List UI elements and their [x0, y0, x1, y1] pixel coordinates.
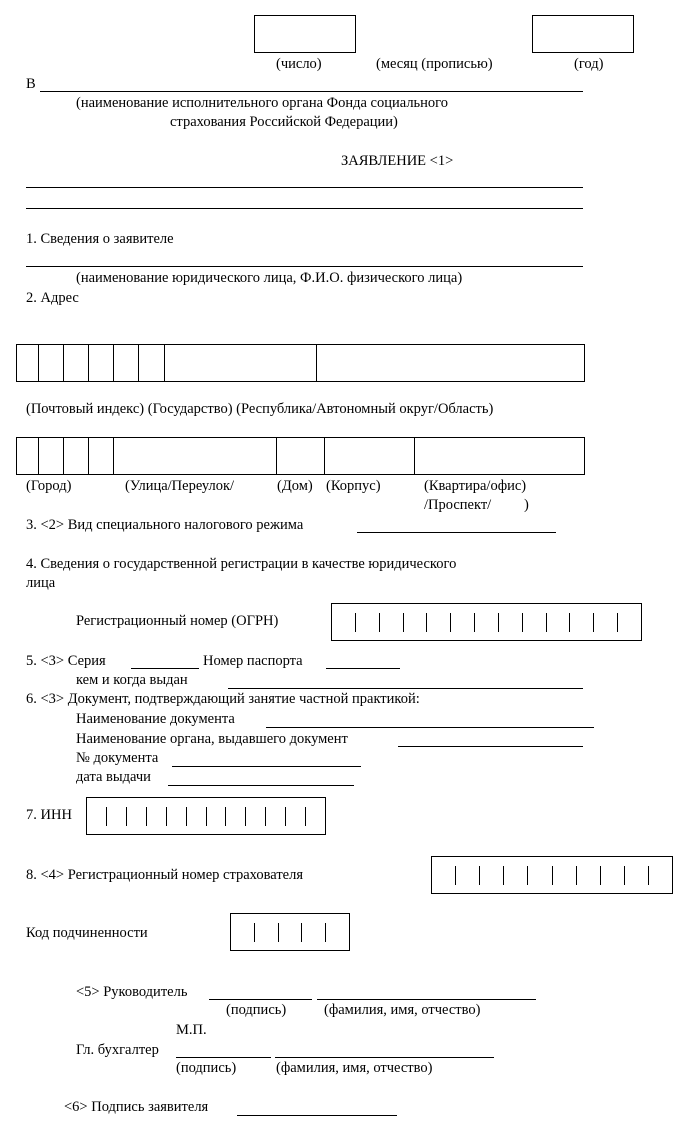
- ogrn-label: Регистрационный номер (ОГРН): [76, 613, 279, 629]
- subordination-label: Код подчиненности: [26, 925, 148, 941]
- address-grid-row2: [16, 437, 585, 475]
- postal-cell[interactable]: [17, 345, 39, 381]
- comb-separator-tick: [245, 807, 246, 826]
- comb-separator-tick: [285, 807, 286, 826]
- recipient-line[interactable]: [40, 91, 583, 92]
- comb-edge-tick: [230, 913, 231, 951]
- accountant-signature-line[interactable]: [176, 1057, 271, 1058]
- city-cell[interactable]: [17, 438, 39, 474]
- comb-top-rail: [331, 603, 642, 604]
- section7-label: 7. ИНН: [26, 807, 72, 823]
- comb-edge-tick: [672, 856, 673, 894]
- section4-label-1: 4. Сведения о государственной регистрации в качестве юридического: [26, 556, 457, 572]
- comb-separator-tick: [648, 866, 649, 885]
- comb-separator-tick: [305, 807, 306, 826]
- recipient-prefix: В: [26, 76, 36, 92]
- year-box[interactable]: [532, 15, 634, 53]
- day-label: (число): [276, 56, 322, 72]
- comb-separator-tick: [146, 807, 147, 826]
- comb-separator-tick: [474, 613, 475, 632]
- director-signature-line[interactable]: [209, 999, 312, 1000]
- postal-cell[interactable]: [114, 345, 139, 381]
- apartment-cell[interactable]: [415, 438, 584, 474]
- comb-edge-tick: [325, 797, 326, 835]
- comb-separator-tick: [186, 807, 187, 826]
- day-box[interactable]: [254, 15, 356, 53]
- series-line[interactable]: [131, 668, 199, 669]
- comb-separator-tick: [576, 866, 577, 885]
- section1-caption: (наименование юридического лица, Ф.И.О. физического лица): [76, 270, 463, 286]
- comb-separator-tick: [503, 866, 504, 885]
- section6-label: 6. <3> Документ, подтверждающий занятие частной практикой:: [26, 691, 420, 707]
- address-grid-row1: [16, 344, 585, 382]
- region-cell[interactable]: [317, 345, 584, 381]
- accountant-name-line[interactable]: [275, 1057, 494, 1058]
- comb-separator-tick: [206, 807, 207, 826]
- street-cell[interactable]: [114, 438, 277, 474]
- postal-cell[interactable]: [89, 345, 114, 381]
- comb-bottom-rail: [230, 950, 350, 951]
- comb-separator-tick: [106, 807, 107, 826]
- city-caption: (Город): [26, 478, 72, 494]
- section8-label: 8. <4> Регистрационный номер страхователя: [26, 867, 303, 883]
- comb-separator-tick: [126, 807, 127, 826]
- accountant-signature-caption: (подпись): [176, 1060, 237, 1076]
- ogrn-comb[interactable]: [331, 603, 642, 641]
- accountant-name-caption: (фамилия, имя, отчество): [276, 1060, 433, 1076]
- comb-top-rail: [86, 797, 326, 798]
- comb-separator-tick: [254, 923, 255, 942]
- director-label: <5> Руководитель: [76, 984, 188, 1000]
- tax-regime-line[interactable]: [357, 532, 556, 533]
- comb-separator-tick: [479, 866, 480, 885]
- comb-edge-tick: [431, 856, 432, 894]
- country-cell[interactable]: [165, 345, 317, 381]
- doc-number-label: № документа: [76, 750, 159, 766]
- comb-separator-tick: [498, 613, 499, 632]
- postal-cell[interactable]: [39, 345, 64, 381]
- comb-separator-tick: [426, 613, 427, 632]
- comb-edge-tick: [349, 913, 350, 951]
- address-row1-caption: (Почтовый индекс) (Государство) (Республика/Автономный округ/Область): [26, 401, 494, 417]
- comb-separator-tick: [403, 613, 404, 632]
- comb-bottom-rail: [331, 640, 642, 641]
- applicant-signature-line[interactable]: [237, 1115, 397, 1116]
- comb-edge-tick: [86, 797, 87, 835]
- comb-edge-tick: [331, 603, 332, 641]
- document-title: ЗАЯВЛЕНИЕ <1>: [341, 153, 454, 169]
- section3-label: 3. <2> Вид специального налогового режима: [26, 517, 304, 533]
- comb-separator-tick: [624, 866, 625, 885]
- inn-comb[interactable]: [86, 797, 326, 835]
- apartment-close-caption: ): [524, 497, 529, 513]
- accountant-label: Гл. бухгалтер: [76, 1042, 159, 1058]
- section2-label: 2. Адрес: [26, 290, 79, 306]
- title-line-2[interactable]: [26, 208, 583, 209]
- comb-separator-tick: [617, 613, 618, 632]
- avenue-caption: /Проспект/: [424, 497, 492, 513]
- city-cell[interactable]: [39, 438, 64, 474]
- apartment-caption: (Квартира/офис): [424, 478, 527, 494]
- subordination-comb[interactable]: [230, 913, 350, 951]
- applicant-line[interactable]: [26, 266, 583, 267]
- comb-separator-tick: [166, 807, 167, 826]
- comb-separator-tick: [569, 613, 570, 632]
- title-line-1[interactable]: [26, 187, 583, 188]
- comb-separator-tick: [265, 807, 266, 826]
- house-caption: (Дом): [277, 478, 313, 494]
- passport-number-label: Номер паспорта: [203, 653, 303, 669]
- comb-separator-tick: [225, 807, 226, 826]
- comb-separator-tick: [527, 866, 528, 885]
- issue-date-label: дата выдачи: [76, 769, 151, 785]
- comb-edge-tick: [641, 603, 642, 641]
- issuer-label: Наименование органа, выдавшего документ: [76, 731, 348, 747]
- section4-label-2: лица: [26, 575, 56, 591]
- stamp-label: М.П.: [176, 1022, 207, 1038]
- comb-separator-tick: [455, 866, 456, 885]
- issuer-line[interactable]: [398, 746, 583, 747]
- building-caption: (Корпус): [326, 478, 381, 494]
- house-cell[interactable]: [277, 438, 325, 474]
- comb-separator-tick: [600, 866, 601, 885]
- comb-separator-tick: [379, 613, 380, 632]
- city-cell[interactable]: [64, 438, 89, 474]
- comb-separator-tick: [593, 613, 594, 632]
- doc-name-line[interactable]: [266, 727, 594, 728]
- comb-separator-tick: [552, 866, 553, 885]
- month-label: (месяц (прописью): [376, 56, 493, 72]
- comb-bottom-rail: [431, 893, 673, 894]
- comb-separator-tick: [546, 613, 547, 632]
- passport-number-line[interactable]: [326, 668, 400, 669]
- year-label: (год): [574, 56, 604, 72]
- postal-cell[interactable]: [139, 345, 165, 381]
- recipient-caption-2: страхования Российской Федерации): [170, 114, 398, 130]
- director-name-caption: (фамилия, имя, отчество): [324, 1002, 481, 1018]
- comb-top-rail: [230, 913, 350, 914]
- comb-separator-tick: [278, 923, 279, 942]
- city-cell[interactable]: [89, 438, 114, 474]
- street-caption: (Улица/Переулок/: [125, 478, 235, 494]
- comb-separator-tick: [301, 923, 302, 942]
- doc-name-label: Наименование документа: [76, 711, 235, 727]
- comb-separator-tick: [522, 613, 523, 632]
- section1-label: 1. Сведения о заявителе: [26, 231, 174, 247]
- comb-separator-tick: [450, 613, 451, 632]
- recipient-caption-1: (наименование исполнительного органа Фонда социального: [76, 95, 449, 111]
- postal-cell[interactable]: [64, 345, 89, 381]
- director-name-line[interactable]: [317, 999, 536, 1000]
- insurer-number-comb[interactable]: [431, 856, 673, 894]
- doc-number-line[interactable]: [172, 766, 361, 767]
- applicant-signature-label: <6> Подпись заявителя: [64, 1099, 209, 1115]
- issue-date-line[interactable]: [168, 785, 354, 786]
- comb-bottom-rail: [86, 834, 326, 835]
- section5-series-label: 5. <3> Серия: [26, 653, 106, 669]
- building-cell[interactable]: [325, 438, 415, 474]
- comb-top-rail: [431, 856, 673, 857]
- comb-separator-tick: [355, 613, 356, 632]
- issued-by-line[interactable]: [228, 688, 583, 689]
- comb-separator-tick: [325, 923, 326, 942]
- issued-by-label: кем и когда выдан: [76, 672, 188, 688]
- director-signature-caption: (подпись): [226, 1002, 287, 1018]
